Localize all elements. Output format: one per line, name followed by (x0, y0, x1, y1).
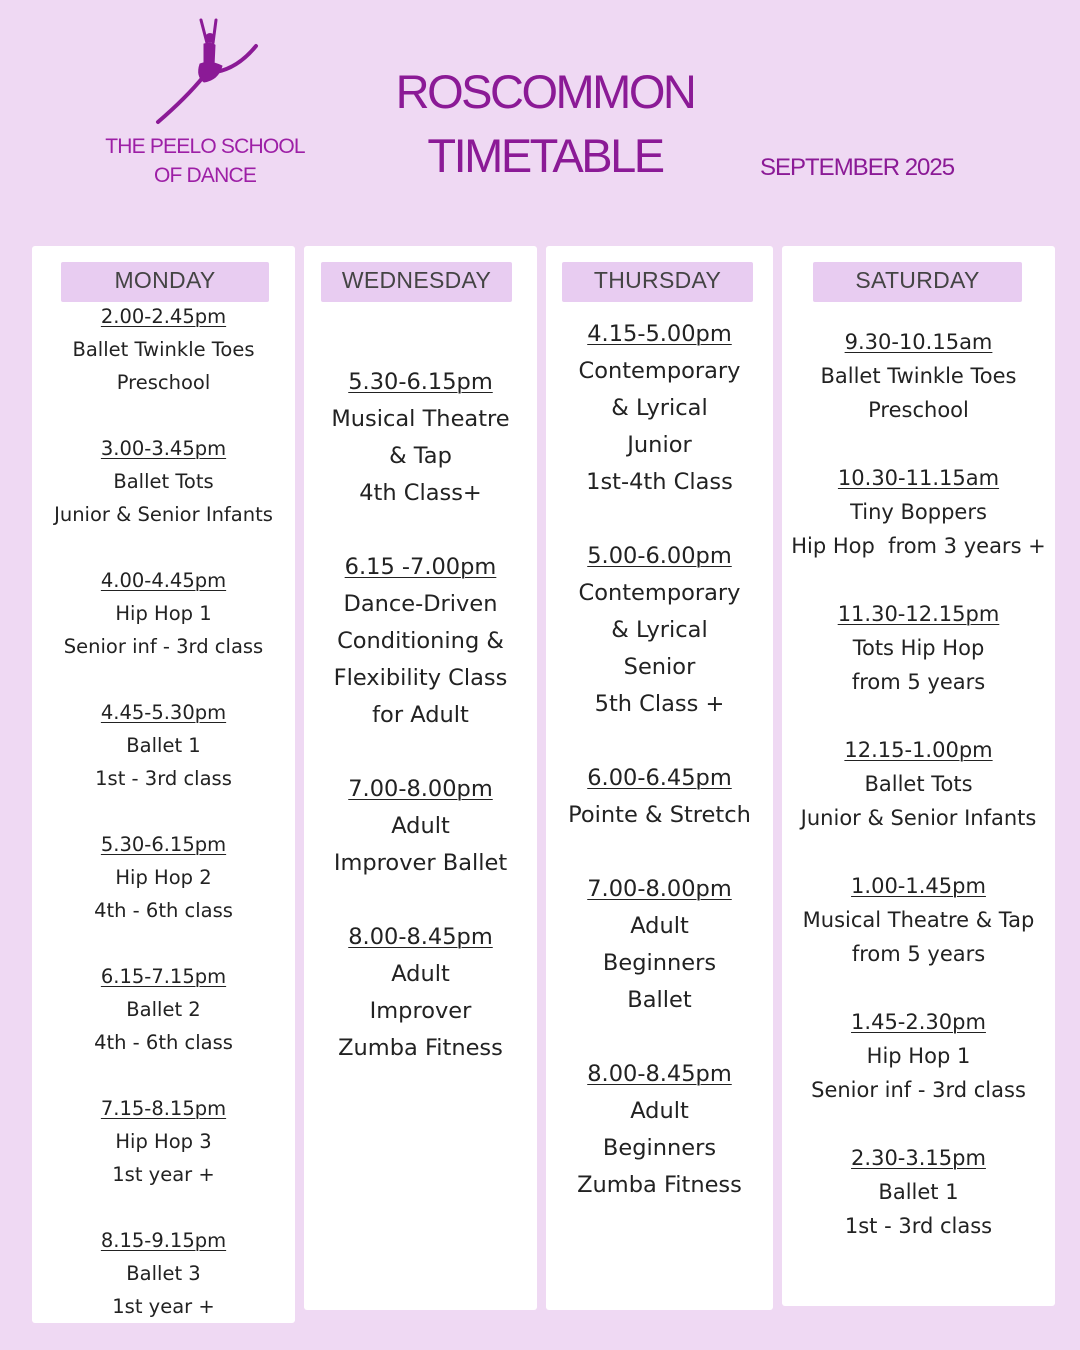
class-name: Improver Ballet (333, 850, 508, 876)
class-time: 4.00-4.45pm (100, 569, 227, 592)
class-level: Beginners (602, 1135, 717, 1161)
title-line1: ROSCOMMON (395, 65, 695, 118)
class-name: Tiny Boppers (850, 500, 987, 524)
class-slot (32, 960, 295, 1059)
class-group: Adult (391, 813, 450, 839)
class-name: Pointe & Stretch (568, 802, 751, 828)
class-name: Ballet 2 (126, 998, 201, 1021)
monday-header: MONDAY (61, 262, 269, 302)
class-time: 5.00-6.00pm (587, 543, 732, 569)
class-time: 1.00-1.45pm (851, 874, 986, 898)
class-name: Contemporary (578, 358, 741, 384)
thursday-column (546, 246, 773, 1310)
class-slot (32, 696, 295, 795)
class-slot (32, 828, 295, 927)
class-time: 9.30-10.15am (844, 330, 993, 354)
class-slot (782, 1141, 1055, 1243)
class-group: 1st year + (112, 1163, 215, 1186)
school-name-line1: THE PEELO SCHOOL (105, 135, 305, 158)
school-name-line2: OF DANCE (153, 164, 257, 187)
class-time: 4.45-5.30pm (100, 701, 227, 724)
class-time: 2.30-3.15pm (851, 1146, 986, 1170)
class-group: for Adult (372, 702, 469, 728)
class-time: 12.15-1.00pm (844, 738, 993, 762)
dancer-leap-icon (152, 16, 262, 126)
class-time: 4.15-5.00pm (587, 321, 732, 347)
class-group: 4th - 6th class (94, 899, 233, 922)
class-group: Preschool (868, 398, 969, 422)
class-slot (32, 432, 295, 531)
class-slot (546, 760, 773, 834)
class-name: Zumba Fitness (338, 1035, 503, 1061)
timetable-date: SEPTEMBER 2025 (760, 154, 955, 181)
class-name: Flexibility Class (333, 665, 508, 691)
class-name: Ballet Twinkle Toes (820, 364, 1017, 388)
class-slot (32, 1224, 295, 1323)
class-slot (782, 869, 1055, 971)
thursday-header: THURSDAY (562, 262, 753, 302)
class-group: 1st-4th Class (586, 469, 733, 495)
class-time: 7.00-8.00pm (587, 876, 732, 902)
class-name: Ballet Twinkle Toes (72, 338, 255, 361)
page-title (370, 60, 720, 188)
class-slot (32, 564, 295, 663)
wednesday-header: WEDNESDAY (321, 262, 512, 302)
class-name: Zumba Fitness (577, 1172, 742, 1198)
class-slot (782, 733, 1055, 835)
class-time: 1.45-2.30pm (851, 1010, 986, 1034)
class-time: 11.30-12.15pm (837, 602, 1000, 626)
class-time: 3.00-3.45pm (100, 437, 227, 460)
class-slot (546, 538, 773, 723)
class-slot (782, 325, 1055, 427)
class-name: Ballet Tots (864, 772, 973, 796)
class-name: Tots Hip Hop (852, 636, 985, 660)
class-time: 10.30-11.15am (837, 466, 1000, 490)
class-slot (32, 1092, 295, 1191)
class-slot (782, 597, 1055, 699)
class-time: 8.00-8.45pm (587, 1061, 732, 1087)
title-line2: TIMETABLE (427, 129, 663, 182)
saturday-header: SATURDAY (813, 262, 1022, 302)
class-name: Ballet 1 (126, 734, 201, 757)
class-group: 4th - 6th class (94, 1031, 233, 1054)
class-group: 1st - 3rd class (844, 1214, 993, 1238)
class-slot (782, 1005, 1055, 1107)
class-group: from 5 years (851, 670, 986, 694)
class-group: 5th Class + (594, 691, 725, 717)
class-time: 7.00-8.00pm (348, 776, 493, 802)
class-name: Hip Hop 1 (115, 602, 212, 625)
class-slot (32, 300, 295, 399)
school-logo (100, 16, 310, 190)
school-name (100, 132, 310, 190)
class-slot (546, 871, 773, 1019)
class-name: & Lyrical (611, 395, 708, 421)
class-group: Junior & Senior Infants (800, 806, 1037, 830)
class-group: from 5 years (851, 942, 986, 966)
class-name: & Lyrical (611, 617, 708, 643)
class-group: Senior inf - 3rd class (811, 1078, 1026, 1102)
class-time: 5.30-6.15pm (100, 833, 227, 856)
class-group: 1st - 3rd class (95, 767, 232, 790)
class-name: Ballet 1 (878, 1180, 959, 1204)
class-slot (304, 549, 537, 734)
class-group: Adult (630, 1098, 689, 1124)
class-group: Preschool (116, 371, 211, 394)
class-time: 2.00-2.45pm (100, 305, 227, 328)
class-slot (304, 364, 537, 512)
class-time: 6.15-7.15pm (100, 965, 227, 988)
class-level: Senior (623, 654, 696, 680)
saturday-column (782, 246, 1055, 1306)
monday-column (32, 246, 295, 1323)
class-time: 8.15-9.15pm (100, 1229, 227, 1252)
class-name: Hip Hop 2 (115, 866, 212, 889)
class-time: 5.30-6.15pm (348, 369, 493, 395)
class-name: Musical Theatre & Tap (802, 908, 1035, 932)
class-group: 1st year + (112, 1295, 215, 1318)
class-slot (546, 316, 773, 501)
class-group: Improver (369, 998, 472, 1024)
class-group: 4th Class+ (359, 480, 482, 506)
class-group: Adult (630, 913, 689, 939)
class-name: Ballet 3 (126, 1262, 201, 1285)
wednesday-column (304, 246, 537, 1310)
class-name: Ballet Tots (113, 470, 214, 493)
class-level: Beginners (602, 950, 717, 976)
class-name: Contemporary (578, 580, 741, 606)
class-slot (304, 919, 537, 1067)
class-time: 7.15-8.15pm (100, 1097, 227, 1120)
class-time: 6.15 -7.00pm (344, 554, 497, 580)
class-name: Conditioning & (337, 628, 504, 654)
class-group: Junior & Senior Infants (54, 503, 273, 526)
class-name: Hip Hop 1 (866, 1044, 971, 1068)
class-time: 8.00-8.45pm (348, 924, 493, 950)
class-slot (782, 461, 1055, 563)
class-slot (304, 771, 537, 882)
class-group: Hip Hop from 3 years + (791, 534, 1046, 558)
class-time: 6.00-6.45pm (587, 765, 732, 791)
class-name: Ballet (627, 987, 692, 1013)
class-name: Musical Theatre (331, 406, 510, 432)
class-group: Senior inf - 3rd class (63, 635, 264, 658)
class-name: Hip Hop 3 (115, 1130, 212, 1153)
class-name: & Tap (389, 443, 452, 469)
class-group: Adult (391, 961, 450, 987)
class-name: Dance-Driven (343, 591, 498, 617)
class-level: Junior (627, 432, 692, 458)
class-slot (546, 1056, 773, 1204)
